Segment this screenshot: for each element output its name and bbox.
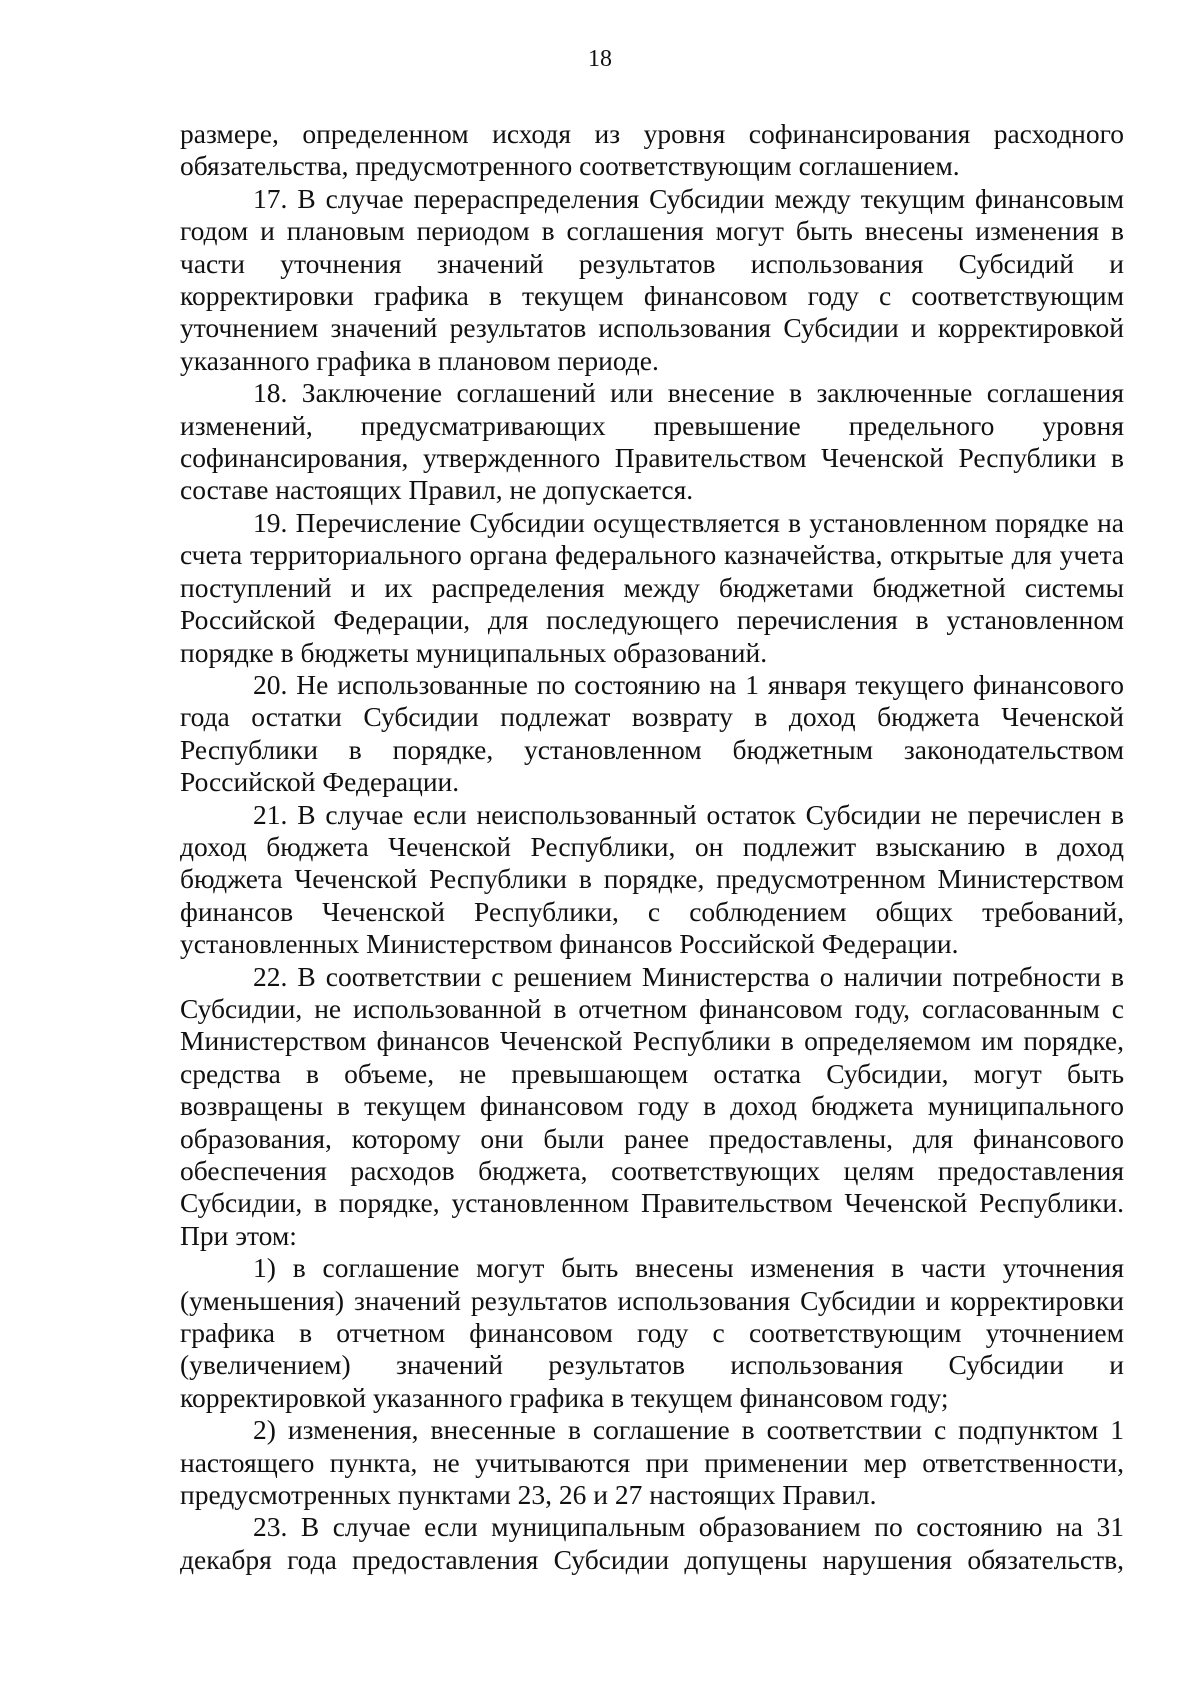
paragraph-20: 20. Не использованные по состоянию на 1 января текущего финансового года остатки Субсидии подлежат возврату в доход бюджета Чеченской Республики в порядке, установленном бюджетным законодательством Российской Федерации. [180, 668, 1124, 798]
paragraph-21: 21. В случае если неиспользованный остаток Субсидии не перечислен в доход бюджета Чеченской Республики, он подлежит взысканию в доход бюджета Чеченской Республики в порядке, предусмотренном Министерством финансов Чеченской Республики, с соблюдением общих требований, установленных Министерством финансов Российской Федерации. [180, 798, 1124, 960]
paragraph-17: 17. В случае перераспределения Субсидии между текущим финансовым годом и плановым периодом в соглашения могут быть внесены изменения в части уточнения значений результатов использования Субсидий и корректировки графика в текущем финансовом году с соответствующим уточнением значений результатов использования Субсидии и корректировкой указанного графика в плановом периоде. [180, 182, 1124, 376]
paragraph-22: 22. В соответствии с решением Министерства о наличии потребности в Субсидии, не использованной в отчетном финансовом году, согласованным с Министерством финансов Чеченской Республики в определяемом им порядке, средства в объеме, не превышающем остатка Субсидии, могут быть возвращены в текущем финансовом году в доход бюджета муниципального образования, которому они были ранее предоставлены, для финансового обеспечения расходов бюджета, соответствующих целям предоставления Субсидии, в порядке, установленном Правительством Чеченской Республики. При этом: [180, 960, 1124, 1251]
page-number: 18 [588, 46, 612, 72]
paragraph-continuation: размере, определенном исходя из уровня софинансирования расходного обязательства, предусмотренного соответствующим соглашением. [180, 118, 1124, 182]
paragraph-18: 18. Заключение соглашений или внесение в заключенные соглашения изменений, предусматривающих превышение предельного уровня софинансирования, утвержденного Правительством Чеченской Республики в составе настоящих Правил, не допускается. [180, 377, 1124, 506]
paragraph-23: 23. В случае если муниципальным образованием по состоянию на 31 декабря года предоставления Субсидии допущены нарушения обязательств, [180, 1511, 1124, 1575]
paragraph-19: 19. Перечисление Субсидии осуществляется в установленном порядке на счета территориального органа федерального казначейства, открытые для учета поступлений и их распределения между бюджетами бюджетной системы Российской Федерации, для последующего перечисления в установленном порядке в бюджеты муниципальных образований. [180, 506, 1124, 668]
subparagraph-1: 1) в соглашение могут быть внесены изменения в части уточнения (уменьшения) значений результатов использования Субсидии и корректировки графика в отчетном финансовом году с соответствующим уточнением (увеличением) значений результатов использования Субсидии и корректировкой указанного графика в текущем финансовом году; [180, 1252, 1124, 1413]
document-body [180, 118, 1124, 1576]
subparagraph-2: 2) изменения, внесенные в соглашение в соответствии с подпунктом 1 настоящего пункта, не учитываются при применении мер ответственности, предусмотренных пунктами 23, 26 и 27 настоящих Правил. [180, 1414, 1124, 1511]
